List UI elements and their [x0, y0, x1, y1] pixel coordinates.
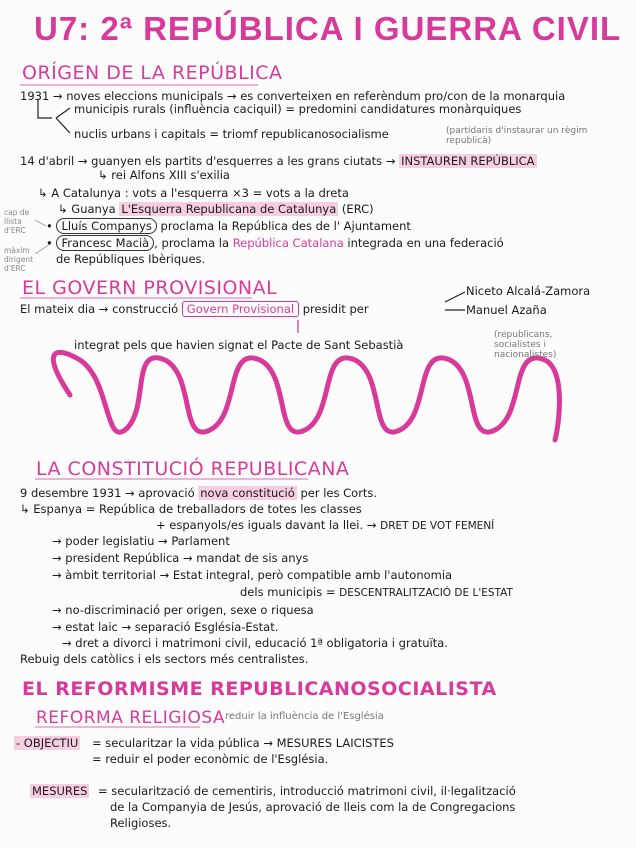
constitucio-line-2: ↳ Espanya = República de treballadors de totes les classes: [20, 502, 362, 516]
origen-line-7: ↳ Guanya L'Esquerra Republicana de Catalunya (ERC): [58, 202, 374, 216]
arrow-alcala: [445, 292, 465, 302]
section-heading-reformisme: EL REFORMISME REPUBLICANOSOCIALISTA: [22, 678, 497, 700]
section-heading-origen: ORÍGEN DE LA REPÚBLICA: [22, 62, 283, 84]
constitucio-line-6: → àmbit territorial → Estat integral, però compatible amb l'autonomia: [52, 568, 453, 582]
section-heading-govern: EL GOVERN PROVISIONAL: [22, 277, 278, 299]
objectiu-line-1: = secularitzar la vida pública → MESURES LAICISTES: [92, 736, 394, 750]
govern-line-1: El mateix dia → construcció Govern Provisional presidit per: [20, 302, 369, 316]
constitucio-line-3: + espanyols/es iguals davant la llei. → DRET DE VOT FEMENÍ: [156, 518, 495, 532]
constitucio-line-10: → dret a divorci i matrimoni civil, educació 1ª obligatoria i gratuïta.: [62, 636, 448, 650]
note-maxim-dirigent: màxim dirigent d'ERC: [4, 246, 34, 273]
note-cap-llista: cap de llista d'ERC: [4, 208, 30, 235]
govern-president-2: Manuel Azaña: [466, 303, 547, 317]
mesures-line-2: de la Companyia de Jesús, aprovació de lleis com la de Congregacions: [110, 800, 516, 814]
constitucio-line-1: 9 desembre 1931 → aprovació nova constitució per les Corts.: [20, 486, 378, 500]
constitucio-line-5: → president República → mandat de sis anys: [52, 551, 309, 565]
origen-line-2: municipis rurals (influència caciquil) = predomini candidatures monàrquiques: [74, 102, 522, 116]
constitucio-line-7: dels municipis = DESCENTRALITZACIÓ DE L'ESTAT: [240, 585, 513, 599]
govern-note: (republicans, socialistes i nacionalistes): [494, 330, 557, 360]
origen-line-5: ↳ rei Alfons XIII s'exilia: [98, 168, 230, 182]
govern-president-1: Niceto Alcalá-Zamora: [466, 284, 591, 298]
constitucio-line-8: → no-discriminació per origen, sexe o riquesa: [52, 603, 314, 617]
origen-line-4: 14 d'abril → guanyen els partits d'esquerres a les grans ciutats → INSTAUREN REPÚBLICA: [20, 154, 535, 168]
origen-note: (partidaris d'instaurar un règim republicà): [446, 126, 588, 146]
origen-line-3: nuclis urbans i capitals = triomf republicanosocialisme: [74, 127, 389, 141]
origen-line-9: • Francesc Macià , proclama la República Catalana integrada en una federació: [46, 236, 504, 250]
objectiu-label: - OBJECTIU: [16, 736, 79, 750]
constitucio-line-9: → estat laic → separació Església-Estat.: [52, 620, 279, 634]
section-heading-constitucio: LA CONSTITUCIÓ REPUBLICANA: [36, 458, 350, 480]
page-title: U7: 2ª REPÚBLICA I GUERRA CIVIL: [34, 10, 622, 47]
objectiu-line-2: = reduir el poder econòmic de l'Església.: [92, 752, 329, 766]
origen-line-6: ↳ A Catalunya : vots a l'esquerra ×3 = vots a la dreta: [38, 186, 349, 200]
mesures-line-1: = secularització de cementiris, introducció matrimoni civil, il·legalització: [98, 784, 516, 798]
arrow-curve-2: [56, 108, 70, 133]
constitucio-line-4: → poder legislatiu → Parlament: [52, 534, 230, 548]
subheading-reforma-religiosa: REFORMA RELIGIOSA: [36, 708, 226, 728]
mesures-line-3: Religioses.: [110, 816, 172, 830]
mesures-label: MESURES: [32, 784, 88, 798]
constitucio-line-11: Rebuig dels catòlics i els sectors més centralistes.: [20, 652, 309, 666]
reforma-note: reduir la influència de l'Església: [225, 711, 384, 722]
wavy-divider: [53, 352, 559, 440]
govern-line-2: integrat pels que havien signat el Pacte de Sant Sebastià: [74, 338, 404, 352]
origen-line-1: 1931 → noves eleccions municipals → es converteixen en referèndum pro/con de la monarquia: [20, 89, 566, 103]
origen-line-10: de Repúbliques Ibèriques.: [56, 252, 206, 266]
origen-line-8: • Lluís Companys proclama la República des de l' Ajuntament: [46, 219, 411, 233]
